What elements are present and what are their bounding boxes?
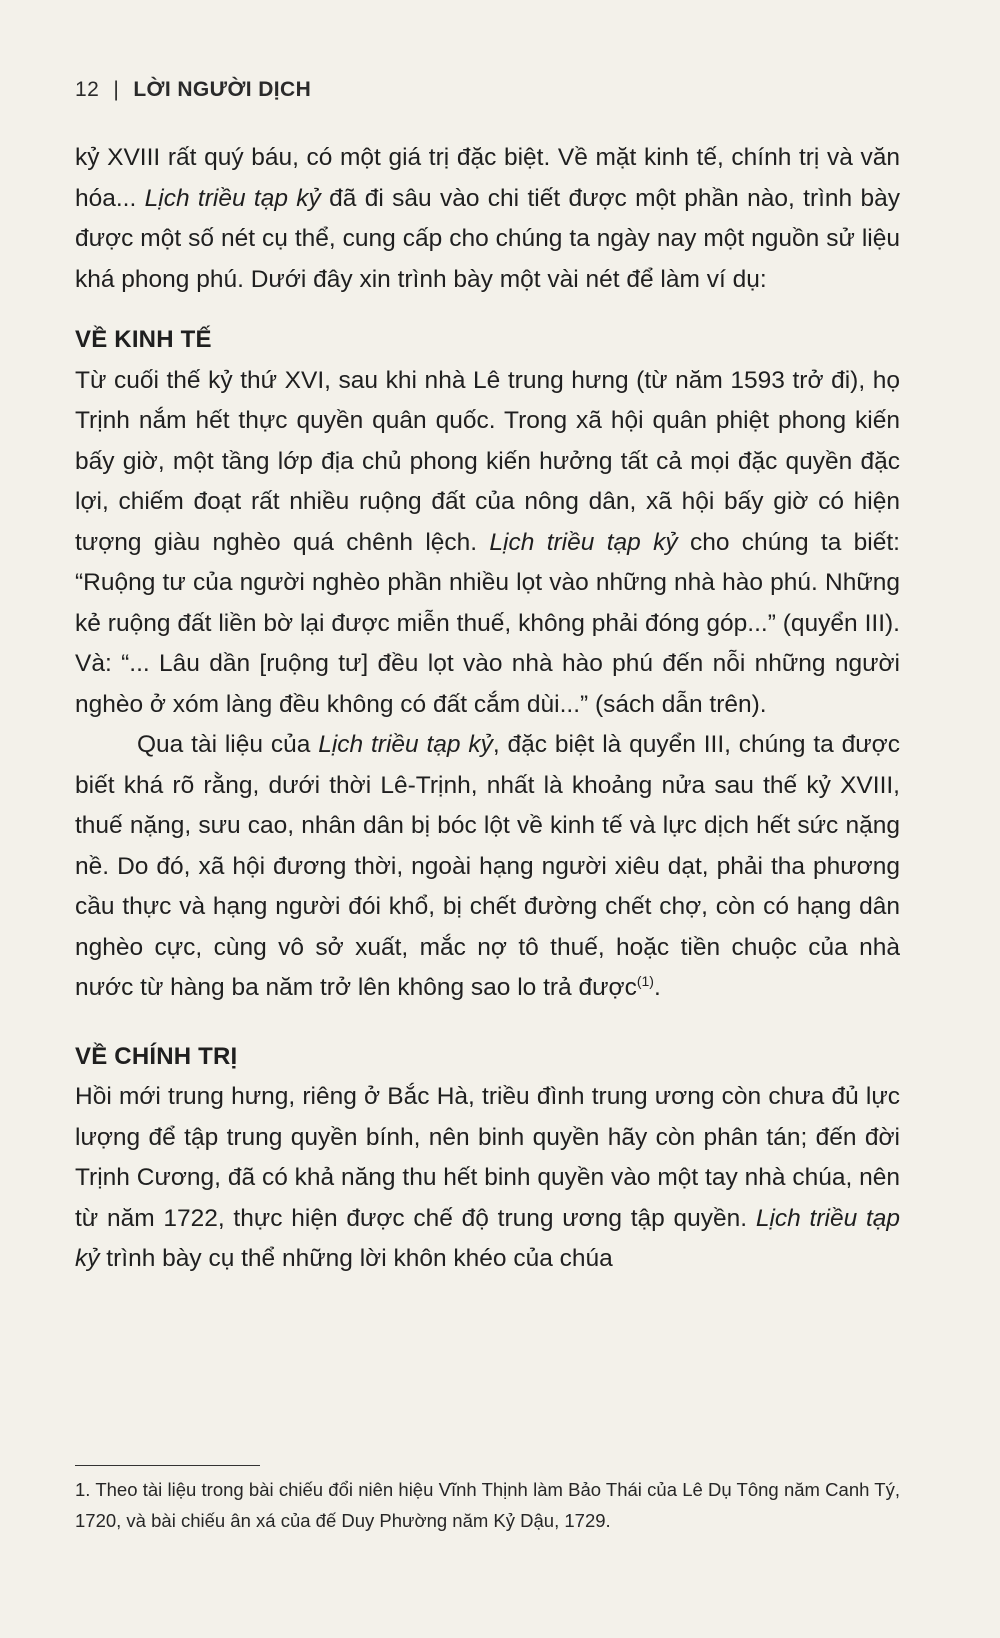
intro-text-1: kỷ XVIII rất quý báu, có một giá trị đặc biệt. Về mặt kinh tế, chính trị và văn hóa... (75, 144, 900, 212)
economy-p1-text-2: cho chúng ta biết: “Ruộng tư của người nghèo phần nhiều lọt vào những nhà hào phú. Những kẻ ruộng đất liền bờ lại được miễn thuế, không phải đóng góp...” (quyển III). Và: “... Lâu dần [ruộng tư] đều lọt vào nhà hào phú đến nỗi những người nghèo ở xóm làng đều không có đất cắm dùi...” (sách dẫn trên). (75, 528, 900, 718)
book-title-italic: Lịch triều tạp kỷ (489, 528, 678, 556)
book-title-italic: Lịch triều tạp kỷ (318, 731, 493, 758)
running-title: LỜI NGƯỜI DỊCH (133, 78, 312, 101)
footnote-reference[interactable]: (1) (636, 972, 654, 989)
heading-economy: VỀ KINH TẾ (75, 326, 212, 353)
economy-p1-text-1: Từ cuối thế kỷ thứ XVI, sau khi nhà Lê trung hưng (từ năm 1593 trở đi), họ Trịnh nắm hết thực quyền quân quốc. Trong xã hội quân phiệt phong kiến bấy giờ, một tầng lớp địa chủ phong kiến hưởng tất cả mọi đặc quyền đặc lợi, chiếm đoạt rất nhiều ruộng đất của nông dân, xã hội bấy giờ có hiện tượng giàu nghèo quá chênh lệch. (75, 366, 900, 556)
politics-p1-text-1: Hồi mới trung hưng, riêng ở Bắc Hà, triều đình trung ương còn chưa đủ lực lượng để tập trung quyền bính, nên binh quyền hãy còn phân tán; đến đời Trịnh Cương, đã có khả năng thu hết binh quyền vào một tay nhà chúa, nên từ năm 1722, thực hiện được chế độ trung ương tập quyền. (75, 1083, 900, 1232)
page-number: 12 (75, 78, 100, 101)
intro-paragraph (75, 138, 900, 300)
intro-text-2: đã đi sâu vào chi tiết được một phần nào, trình bày được một số nét cụ thể, cung cấp cho chúng ta ngày nay một nguồn sử liệu khá phong phú. Dưới đây xin trình bày một vài nét để làm ví dụ: (75, 184, 901, 293)
economy-paragraph-2 (75, 725, 900, 1009)
economy-p2-text-2: , đặc biệt là quyển III, chúng ta được biết khá rõ rằng, dưới thời Lê-Trịnh, nhất là khoảng nửa sau thế kỷ XVIII, thuế nặng, sưu cao, nhân dân bị bóc lột về kinh tế và lực dịch hết sức nặng nề. Do đó, xã hội đương thời, ngoài hạng người xiêu dạt, phải tha phương cầu thực và hạng người đói khổ, bị chết đường chết chợ, còn có hạng dân nghèo cực, cùng vô sở xuất, mắc nợ tô thuế, hoặc tiền chuộc của nhà nước từ hàng ba năm trở lên không sao lo trả được (75, 731, 900, 1001)
footnote: 1. Theo tài liệu trong bài chiếu đổi niên hiệu Vĩnh Thịnh làm Bảo Thái của Lê Dụ Tông năm Canh Tý, 1720, và bài chiếu ân xá của đế Duy Phường năm Kỷ Dậu, 1729. (75, 1479, 900, 1531)
economy-p2-text-3: . (653, 974, 661, 1001)
politics-p1-text-2: trình bày cụ thể những lời khôn khéo của chúa (99, 1245, 613, 1272)
header-separator: | (113, 78, 120, 101)
running-header (75, 70, 900, 110)
economy-p2-text-1: Qua tài liệu của (137, 731, 319, 758)
economy-paragraph-1 (75, 361, 900, 726)
body-text (75, 138, 900, 1280)
book-title-italic: Lịch triều tạp kỷ (144, 184, 321, 212)
book-title-italic: Lịch triều tạp kỷ (75, 1204, 901, 1272)
heading-politics: VỀ CHÍNH TRỊ (75, 1042, 238, 1070)
footnote-divider (75, 1465, 260, 1466)
politics-paragraph-1 (75, 1077, 900, 1280)
